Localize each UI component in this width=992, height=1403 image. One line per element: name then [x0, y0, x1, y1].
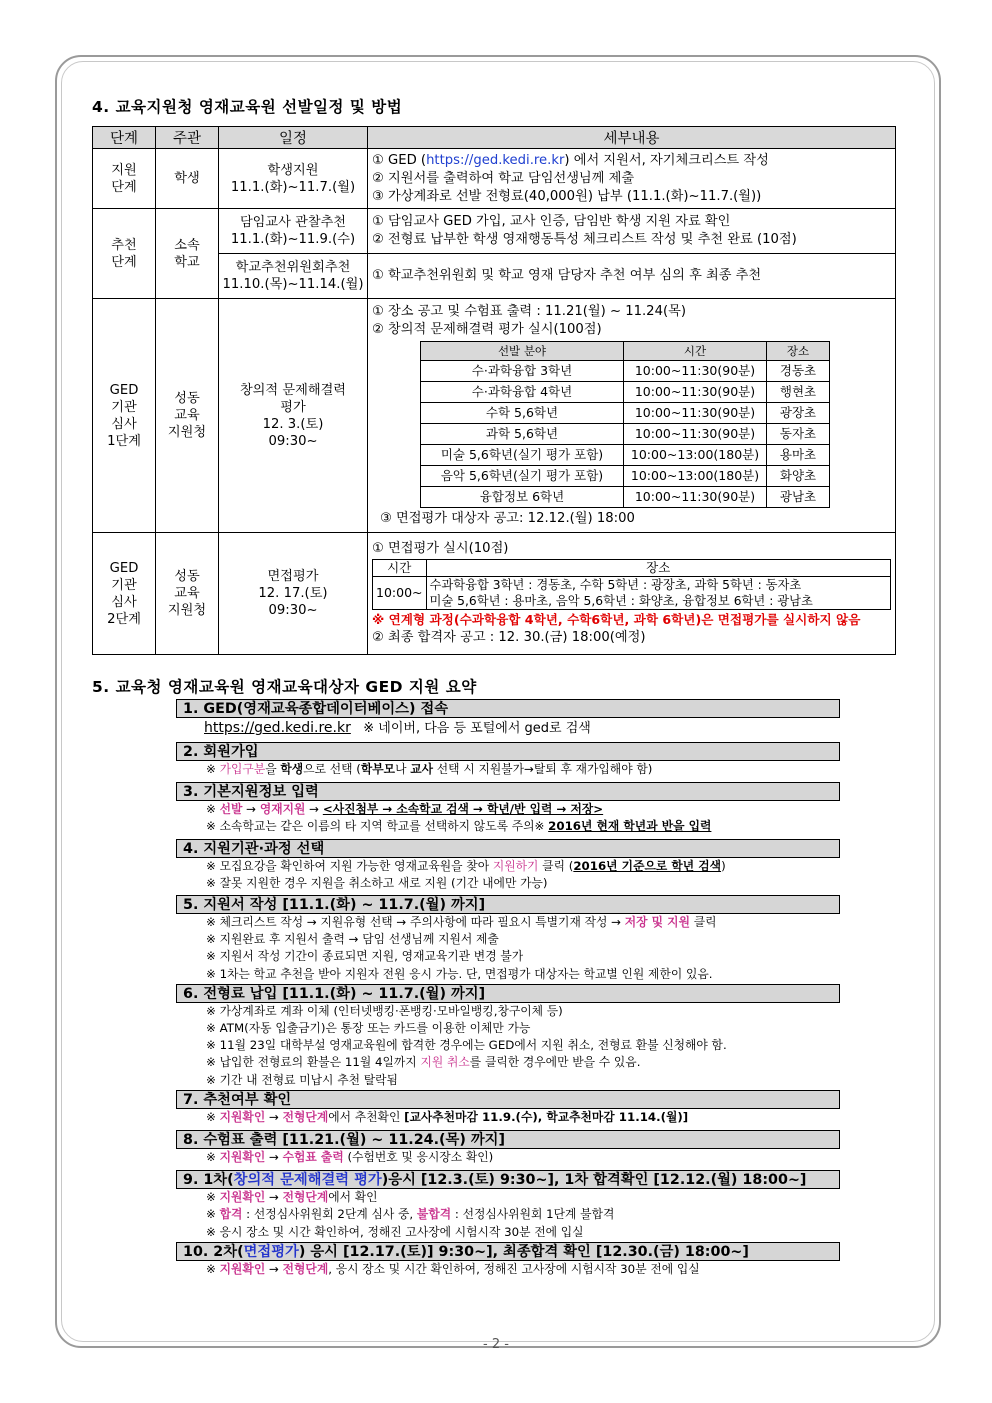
details-cell: ① 면접평가 실시(10점) 시간 장소 10:00~ 수과학융합 3학년 : 경동초, 수학 5학년 : 광장초, 과학 5학년 : 동자초 미술 5,6학년 : 용마초, 음악 5,6학년 : 화양초, 융합정보 6학년 : 광남초 ※ 연계형 과정(수과학융합 4학년, 수학6학년, 과학 6학년)은 면접평가를 실시하지 않음 ② 최종 합격자 공고 : 12. 30.(금) 18:00(예정): [368, 533, 896, 655]
details-cell: ① 담임교사 GED 가입, 교사 인증, 담임반 학생 지원 자료 확인 ② 전형료 납부한 학생 영재행동특성 체크리스트 작성 및 추천 완료 (10점): [368, 209, 896, 254]
table-row: 과학 5,6학년 10:00~11:30(90분) 동자초: [421, 424, 830, 445]
step-10-note: ※ 지원확인 → 전형단계, 응시 장소 및 시간 확인하여, 정해진 고사장에 시험시작 30분 전에 입실: [206, 1261, 700, 1276]
table-row: 수·과학융합 4학년 10:00~11:30(90분) 행현초: [421, 382, 830, 403]
step-7-note: ※ 지원확인 → 전형단계에서 추천확인 [교사추천마감 11.9.(수), 학교추천마감 11.14.(월)]: [206, 1109, 689, 1124]
table-row: 수·과학융합 3학년 10:00~11:30(90분) 경동초: [421, 361, 830, 382]
step-5-note: ※ 체크리스트 작성 → 지원유형 선택 → 주의사항에 따라 필요시 특별기재 작성 → 저장 및 지원 클릭: [206, 915, 717, 930]
details-cell: ① 학교추천위원회 및 학교 영재 담당자 추천 여부 심의 후 최종 추천: [368, 254, 896, 299]
table-row: 미술 5,6학년(실기 평가 포함) 10:00~13:00(180분) 용마초: [421, 445, 830, 466]
table-row: 음악 5,6학년(실기 평가 포함) 10:00~13:00(180분) 화양초: [421, 466, 830, 487]
schedule-cell: 담임교사 관찰추천 11.1.(화)~11.9.(수): [219, 209, 368, 254]
warning-note: ※ 연계형 과정(수과학융합 4학년, 수학6학년, 과학 6학년)은 면접평가를 실시하지 않음: [372, 612, 861, 627]
details-cell: ① GED (https://ged.kedi.re.kr) 에서 지원서, 자기체크리스트 작성 ② 지원서를 출력하여 학교 담임선생님께 제출 ③ 가상계좌로 선발 전형료(40,000원) 납부 (11.1.(화)~11.7.(월)): [368, 149, 896, 209]
stage-cell: 지원 단계: [93, 149, 156, 209]
stage-cell: GED 기관 심사 1단계: [93, 299, 156, 533]
header-stage: 단계: [93, 127, 156, 149]
schedule-cell: 학생지원 11.1.(화)~11.7.(월): [219, 149, 368, 209]
step-3-note: ※ 선발 → 영재지원 → <사진첨부 → 소속학교 검색 → 학년/반 입력 → 저장>: [206, 802, 604, 817]
header-org: 주관: [156, 127, 219, 149]
table-row: [93, 209, 896, 254]
org-cell: 소속 학교: [156, 209, 219, 299]
table-row: [93, 533, 896, 655]
step-7-bar: 7. 추천여부 확인: [176, 1090, 840, 1109]
page-number: - 2 -: [483, 1337, 509, 1352]
step-3-bar: 3. 기본지원정보 입력: [176, 782, 840, 801]
schedule-cell: 면접평가 12. 17.(토) 09:30~: [219, 533, 368, 655]
step-10-bar: 10. 2차(면접평가) 응시 [12.17.(토)] 9:30~], 최종합격 확인 [12.30.(금) 18:00~]: [176, 1242, 840, 1261]
step-2-bar: 2. 회원가입: [176, 742, 840, 761]
header-details: 세부내용: [368, 127, 896, 149]
ged-url-link[interactable]: https://ged.kedi.re.kr: [204, 720, 351, 736]
org-cell: 성동 교육 지원청: [156, 533, 219, 655]
step-8-bar: 8. 수험표 출력 [11.21.(월) ~ 11.24.(목) 까지]: [176, 1130, 840, 1149]
org-cell: 성동 교육 지원청: [156, 299, 219, 533]
step-9-note: ※ 합격 : 선정심사위원회 2단계 심사 중, 불합격 : 선정심사위원회 1단계 불합격: [206, 1207, 615, 1222]
header-schedule: 일정: [219, 127, 368, 149]
step-4-bar: 4. 지원기관·과정 선택: [176, 839, 840, 858]
table-row: 융합정보 6학년 10:00~11:30(90분) 광남초: [421, 487, 830, 508]
step-6-bar: 6. 전형료 납입 [11.1.(화) ~ 11.7.(월) 까지]: [176, 984, 840, 1003]
table-row: [93, 299, 896, 533]
table-header-row: [93, 127, 896, 149]
stage-cell: 추천 단계: [93, 209, 156, 299]
table-row: 수학 5,6학년 10:00~11:30(90분) 광장초: [421, 403, 830, 424]
step-8-note: ※ 지원확인 → 수험표 출력 (수험번호 및 응시장소 확인): [206, 1150, 494, 1165]
schedule-cell: 창의적 문제해결력 평가 12. 3.(토) 09:30~: [219, 299, 368, 533]
step-6-note: ※ 납입한 전형료의 환불은 11월 4일까지 지원 취소를 클릭한 경우에만 받을 수 있음.: [206, 1055, 641, 1070]
exam-venue-table: 선발 분야 시간 장소 수·과학융합 3학년 10:00~11:30(90분) 경동초 수·과학융합 4학년 10:00~11:30(90분) 행현초 수학 5,6학년 10:00~11:30(90분) 광장초 과학 5,6학년 10:00~11:30(90분) 동자초 미술 5,6학년(실기 평가 포함) 10:00~13:00(180분) 용마초 음악 5,6학년(실기 평가 포함) 10:00~13:00(180분) 화양초 융합정보 6학년 10:00~11:30(90분) 광남초: [420, 341, 830, 508]
table-row: [93, 149, 896, 209]
section-5-title: 5. 교육청 영재교육원 영재교육대상자 GED 지원 요약: [92, 678, 477, 696]
org-cell: 학생: [156, 149, 219, 209]
selection-schedule-table: [92, 126, 896, 655]
step-5-bar: 5. 지원서 작성 [11.1.(화) ~ 11.7.(월) 까지]: [176, 895, 840, 914]
step-2-note: ※ 가입구분을 학생으로 선택 (학부모나 교사 선택 시 지원불가→탈퇴 후 재가입해야 함): [206, 762, 653, 776]
step-9-note: ※ 지원확인 → 전형단계에서 확인: [206, 1190, 378, 1205]
ged-summary: 1. GED(영재교육종합데이터베이스) 접속 https://ged.kedi.re.kr ※ 네이버, 다음 등 포털에서 ged로 검색 2. 회원가입 ※ 가입구분을 학생으로 선택 (학부모나 교사 선택 시 지원불가→탈퇴 후 재가입해야 함) 3. 기본지원정보 입력 ※ 선발 → 영재지원 → <사진첨부 → 소속학교 검색 → 학년/반 입력 → 저장> ※ 소속학교는 같은 이름의 타 지역 학교를 선택하지 않도록 주의※ 2016년 현재 학년과 반을 입력 4. 지원기관·과정 선택 ※ 모집요강을 확인하여 지원 가능한 영재교육원을 찾아 지원하기 클릭 (2016년 기준으로 학년 검색) ※ 잘못 지원한 경우 지원을 취소하고 새로 지원 (기간 내에만 가능) 5. 지원서 작성 [11.1.(화) ~ 11.7.(월) 까지] ※ 체크리스트 작성 → 지원유형 선택 → 주의사항에 따라 필요시 특별기재 작성 → 저장 및 지원 클릭 ※ 지원완료 후 지원서 출력 → 담임 선생님께 지원서 제출 ※ 지원서 작성 기간이 종료되면 지원, 영재교육기관 변경 불가 ※ 1차는 학교 추천을 받아 지원자 전원 응시 가능. 단, 면접평가 대상자는 학교별 인원 제한이 있음. 6. 전형료 납입 [11.1.(화) ~ 11.7.(월) 까지] ※ 가상계좌로 계좌 이체 (인터넷뱅킹·폰뱅킹·모바일뱅킹,창구이체 등) ※ ATM(자동 입출금기)은 통장 또는 카드를 이용한 이체만 가능 ※ 11월 23일 대학부설 영재교육원에 합격한 경우에는 GED에서 지원 취소, 전형료 환불 신청해야 함. ※ 납입한 전형료의 환불은 11월 4일까지 지원 취소를 클릭한 경우에만 받을 수 있음. ※ 기간 내 전형료 미납시 추천 탈락됨 7. 추천여부 확인 ※ 지원확인 → 전형단계에서 추천확인 [교사추천마감 11.9.(수), 학교추천마감 11.14.(월)] 8. 수험표 출력 [11.21.(월) ~ 11.24.(목) 까지] ※ 지원확인 → 수험표 출력 (수험번호 및 응시장소 확인) 9. 1차(창의적 문제해결력 평가)응시 [12.3.(토) 9:30~], 1차 합격확인 [12.12.(월) 18:00~] ※ 지원확인 → 전형단계에서 확인 ※ 합격 : 선정심사위원회 2단계 심사 중, 불합격 : 선정심사위원회 1단계 불합격 ※ 응시 장소 및 시간 확인하여, 정해진 고사장에 시험시작 30분 전에 입실 10. 2차(면접평가) 응시 [12.17.(토)] 9:30~], 최종합격 확인 [12.30.(금) 18:00~] ※ 지원확인 → 전형단계, 응시 장소 및 시간 확인하여, 정해진 고사장에 시험시작 30분 전에 입실: [176, 699, 840, 1278]
details-cell: ① 장소 공고 및 수험표 출력 : 11.21(월) ~ 11.24(목) ② 창의적 문제해결력 평가 실시(100점) 선발 분야 시간 장소 수·과학융합 3학년 10:00~11:30(90분) 경동초 수·과학융합 4학년 10:00~11:30(90분) 행현초 수학 5,6학년 10:00~11:30(90분) 광장초 과학 5,6학년 10:00~11:30(90분) 동자초 미술 5,6학년(실기 평가 포함) 10:00~13:00(180분) 용마초 음악 5,6학년(실기 평가 포함) 10:00~13:00(180분) 화양초 융합정보 6학년 10:00~11:30(90분) 광남초 ③ 면접평가 대상자 공고: 12.12.(월) 18:00: [368, 299, 896, 533]
step-4-note: ※ 모집요강을 확인하여 지원 가능한 영재교육원을 찾아 지원하기 클릭 (2016년 기준으로 학년 검색): [206, 858, 726, 873]
ged-link[interactable]: https://ged.kedi.re.kr: [426, 152, 565, 168]
schedule-cell: 학교추천위원회추천 11.10.(목)~11.14.(월): [219, 254, 368, 299]
stage-cell: GED 기관 심사 2단계: [93, 533, 156, 655]
step-3-note: ※ 소속학교는 같은 이름의 타 지역 학교를 선택하지 않도록 주의※ 2016년 현재 학년과 반을 입력: [206, 819, 712, 834]
interview-venue-table: 시간 장소 10:00~ 수과학융합 3학년 : 경동초, 수학 5학년 : 광장초, 과학 5학년 : 동자초 미술 5,6학년 : 용마초, 음악 5,6학년 : 화양초, 융합정보 6학년 : 광남초: [372, 559, 891, 610]
section-4-title: 4. 교육지원청 영재교육원 선발일정 및 방법: [92, 98, 403, 116]
step-1-bar: 1. GED(영재교육종합데이터베이스) 접속: [176, 699, 840, 718]
step-9-bar: 9. 1차(창의적 문제해결력 평가)응시 [12.3.(토) 9:30~], 1차 합격확인 [12.12.(월) 18:00~]: [176, 1170, 840, 1189]
